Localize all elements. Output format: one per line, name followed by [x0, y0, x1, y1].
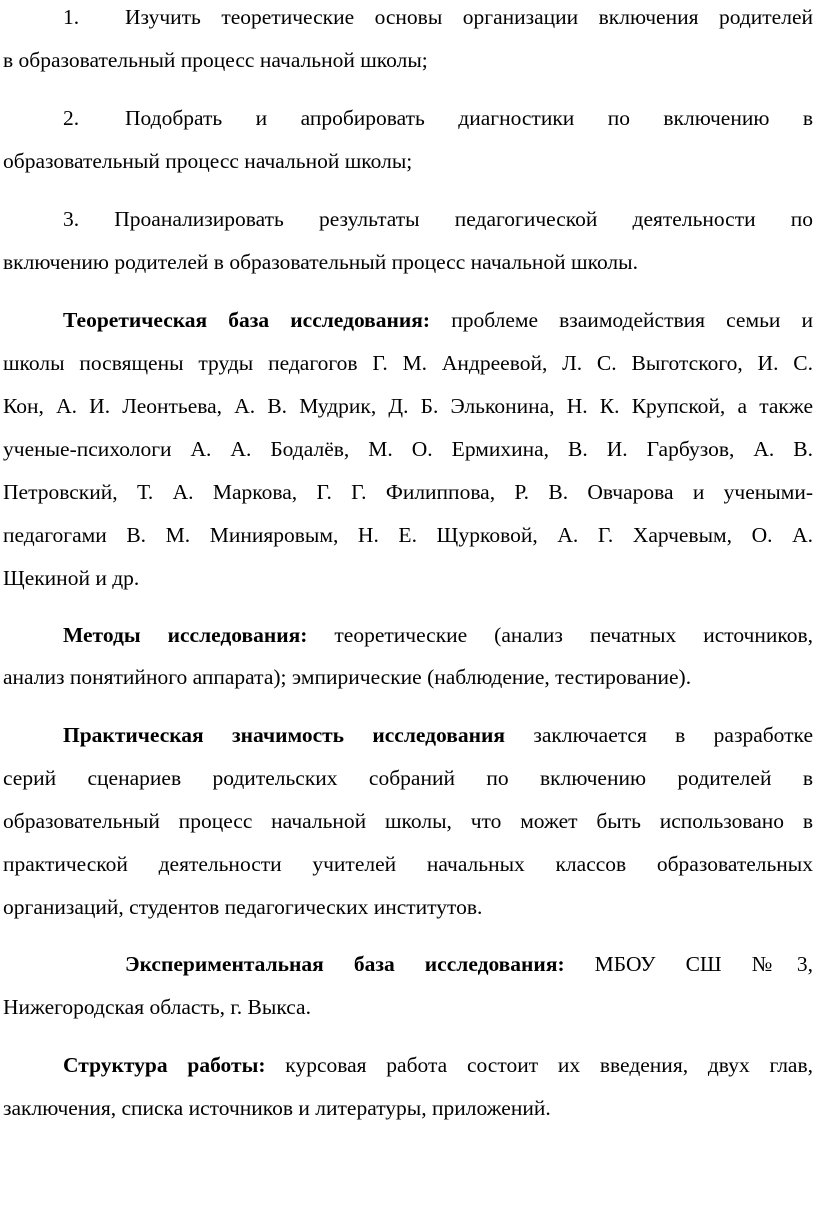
practical-line-3: образовательный процесс начальной школы, что может быть использовано в [3, 809, 813, 833]
structure-line-2: заключения, списка источников и литературы, приложений. [3, 1096, 551, 1120]
experimental-label: Экспериментальная база исследования: [125, 952, 565, 976]
practical-line-4: практической деятельности учителей начальных классов образовательных [3, 852, 813, 876]
methods-text: теоретические (анализ печатных источников, [307, 623, 814, 647]
structure-line-1 [63, 1050, 813, 1080]
practical-line-1 [63, 720, 813, 750]
task-1-line-1 [63, 2, 813, 32]
theory-base-line-3: Кон, А. И. Леонтьева, А. В. Мудрик, Д. Б. Эльконина, Н. К. Крупской, а также [3, 394, 813, 418]
task-1-line-2: в образовательный процесс начальной школы; [3, 48, 428, 72]
task-3-line-1 [63, 204, 813, 234]
practical-line-5: организаций, студентов педагогических институтов. [3, 895, 483, 919]
task-2-text: Подобрать и апробировать диагностики по включению в [125, 106, 813, 130]
experimental-line-2: Нижегородская область, г. Выкса. [3, 995, 311, 1019]
structure-text: курсовая работа состоит их введения, двух глав, [265, 1053, 813, 1077]
experimental-line-1 [125, 949, 813, 979]
theory-base-text: проблеме взаимодействия семьи и [430, 308, 813, 332]
task-2-number: 2. [63, 106, 80, 130]
methods-label: Методы исследования: [63, 623, 308, 647]
theory-base-line-6: педагогами В. М. Минияровым, Н. Е. Щурковой, А. Г. Харчевым, О. А. [3, 523, 813, 547]
theory-base-line-4: ученые-психологи А. А. Бодалёв, М. О. Ермихина, В. И. Гарбузов, А. В. [3, 437, 813, 461]
task-3-text: Проанализировать результаты педагогической деятельности по [114, 207, 813, 231]
task-2-line-2: образовательный процесс начальной школы; [3, 149, 413, 173]
task-3-number: 3. [63, 207, 80, 231]
task-3-line-2: включению родителей в образовательный процесс начальной школы. [3, 250, 638, 274]
methods-line-2: анализ понятийного аппарата); эмпирические (наблюдение, тестирование). [3, 665, 692, 689]
theory-base-line-1 [63, 305, 813, 335]
theory-base-line-5: Петровский, Т. А. Маркова, Г. Г. Филиппова, Р. В. Овчарова и учеными- [3, 480, 813, 504]
methods-line-1 [63, 620, 813, 650]
structure-label: Структура работы: [63, 1053, 266, 1077]
theory-base-line-7: Щекиной и др. [3, 566, 140, 590]
practical-text: заключается в разработке [505, 723, 813, 747]
task-1-text: Изучить теоретические основы организации включения родителей [125, 5, 813, 29]
practical-line-2: серий сценариев родительских собраний по включению родителей в [3, 766, 813, 790]
practical-label: Практическая значимость исследования [63, 723, 506, 747]
theory-base-label: Теоретическая база исследования: [63, 308, 431, 332]
theory-base-line-2: школы посвящены труды педагогов Г. М. Андреевой, Л. С. Выготского, И. С. [3, 351, 813, 375]
task-2-line-1 [63, 103, 813, 133]
experimental-text: МБОУ СШ №3, [564, 952, 813, 976]
task-1-number: 1. [63, 5, 80, 29]
